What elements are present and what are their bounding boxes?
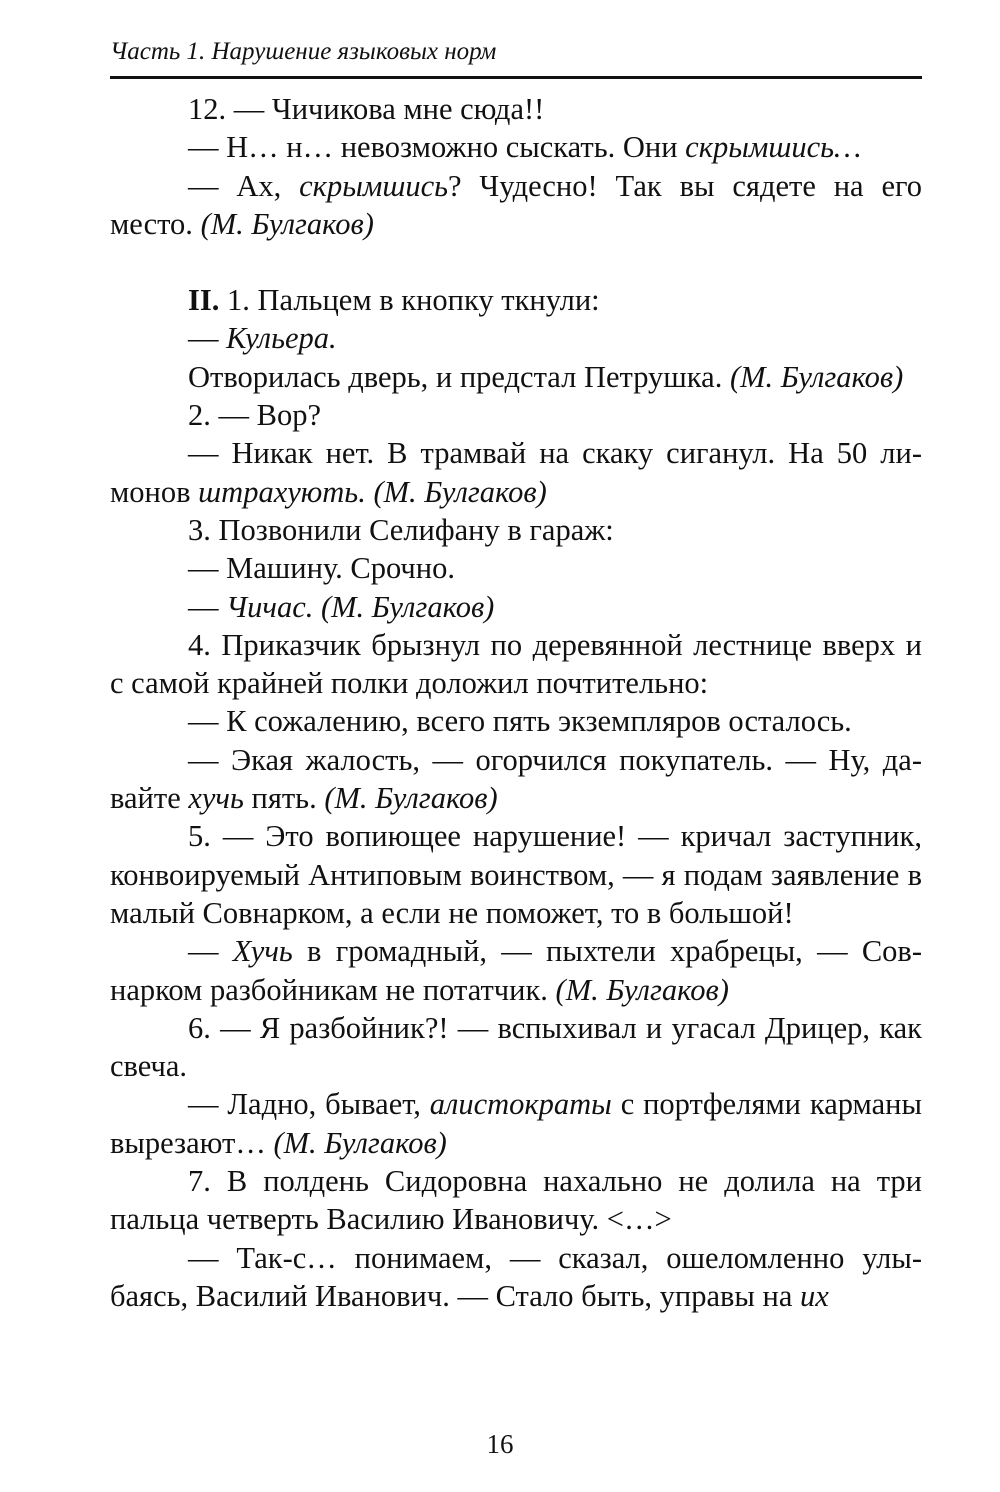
text-run: — Экая жалость, — огорчился покупатель. — Ну, давайте: [110, 742, 922, 816]
text-run: 4. Приказчик брызнул по деревянной лестнице вверх и с самой крайней полки доложил почтительно:: [110, 627, 922, 701]
text-run: — Никак нет. В трамвай на скаку сиганул. На 50 лимонов: [110, 436, 922, 509]
italic-text: (М. Булгаков): [324, 781, 498, 816]
italic-text: (М. Булгаков): [729, 359, 904, 394]
italic-text: (М. Булгаков): [273, 1125, 447, 1160]
text-run: 3. Позвонили Селифану в гараж:: [188, 512, 614, 547]
paragraph: [110, 741, 922, 818]
text-run: — Н… н… невозможно сыскать. Они: [188, 130, 686, 165]
italic-text: Хучь: [232, 934, 293, 969]
text-run: 5. — Это вопиющее нарушение! — кричал заступник, конвоируемый Антиповым воинством, — я подам заявление в малый Совнарком, а если не поможет, то в большой!: [110, 819, 922, 930]
paragraph: [110, 90, 922, 128]
paragraph: [110, 702, 922, 740]
italic-text: (М. Булгаков): [200, 206, 374, 241]
running-header-title: Часть 1. Нарушение языковых норм: [110, 38, 497, 65]
paragraph: [110, 511, 922, 549]
paragraph: [110, 1239, 922, 1316]
text-run: — Ах,: [188, 168, 300, 203]
italic-text: Кульера.: [226, 321, 337, 356]
paragraph: [110, 281, 922, 319]
page-body: [110, 90, 922, 1315]
italic-text: (М. Булгаков): [555, 972, 729, 1007]
paragraph: [110, 319, 922, 357]
paragraph: [110, 817, 922, 932]
paragraph: [110, 549, 922, 587]
text-run: 12. — Чичикова мне сюда!!: [188, 92, 545, 126]
section-gap: [110, 243, 922, 281]
italic-text: скрымшись: [299, 168, 449, 203]
italic-text: штрахують.: [198, 474, 366, 509]
paragraph: [110, 626, 922, 703]
text-run: [313, 590, 321, 624]
text-run: — Машину. Срочно.: [188, 551, 455, 586]
text-run: —: [188, 321, 227, 356]
italic-text: хучь: [188, 781, 244, 816]
paragraph: [110, 167, 922, 244]
italic-text: (М. Булгаков): [373, 474, 547, 509]
text-run: с портфелями карманы вырезают…: [110, 1087, 922, 1160]
text-run: — Так-с… понимаем, — сказал, ошеломленно улыбаясь, Василий Иванович. — Стало быть, управы на: [110, 1240, 922, 1313]
paragraph: [110, 434, 922, 511]
text-run: Отворилась дверь, и предстал Петрушка.: [188, 359, 730, 394]
italic-text: (М. Булгаков): [320, 589, 495, 624]
italic-text: скрымшись…: [685, 130, 862, 165]
text-run: в громадный, — пыхтели храбрецы, — Совнарком разбойникам не потатчик.: [110, 934, 922, 1007]
paragraph: [110, 588, 922, 626]
paragraph: [110, 1009, 922, 1086]
text-run: ? Чудесно! Так вы сядете на его место.: [110, 168, 922, 241]
text-run: — К сожалению, всего пять экземпляров осталось.: [188, 704, 852, 739]
paragraph: [110, 396, 922, 434]
italic-text: Чичас.: [226, 589, 314, 624]
text-run: —: [188, 589, 227, 624]
text-run: 6. — Я разбойник?! — вспыхивал и угасал Дрицер, как свеча.: [110, 1010, 922, 1084]
paragraph: [110, 932, 922, 1009]
text-run: 7. В полдень Сидоровна нахально не долила на три пальца четверть Василию Ивановичу. <…>: [110, 1164, 922, 1237]
text-run: пять.: [243, 781, 325, 816]
text-run: 1. Пальцем в кнопку ткнули:: [219, 283, 600, 318]
text-run: —: [188, 934, 233, 969]
bold-text: II.: [188, 283, 220, 318]
italic-text: алистократы: [429, 1087, 612, 1122]
paragraph: [110, 358, 922, 396]
page-number: 16: [486, 1429, 514, 1459]
paragraph: [110, 1162, 922, 1239]
paragraph: [110, 1085, 922, 1162]
text-run: 2. — Вор?: [188, 398, 322, 433]
running-header: [110, 28, 922, 79]
paragraph: [110, 128, 922, 166]
italic-text: их: [800, 1278, 829, 1313]
text-run: — Ладно, бывает,: [188, 1087, 430, 1122]
